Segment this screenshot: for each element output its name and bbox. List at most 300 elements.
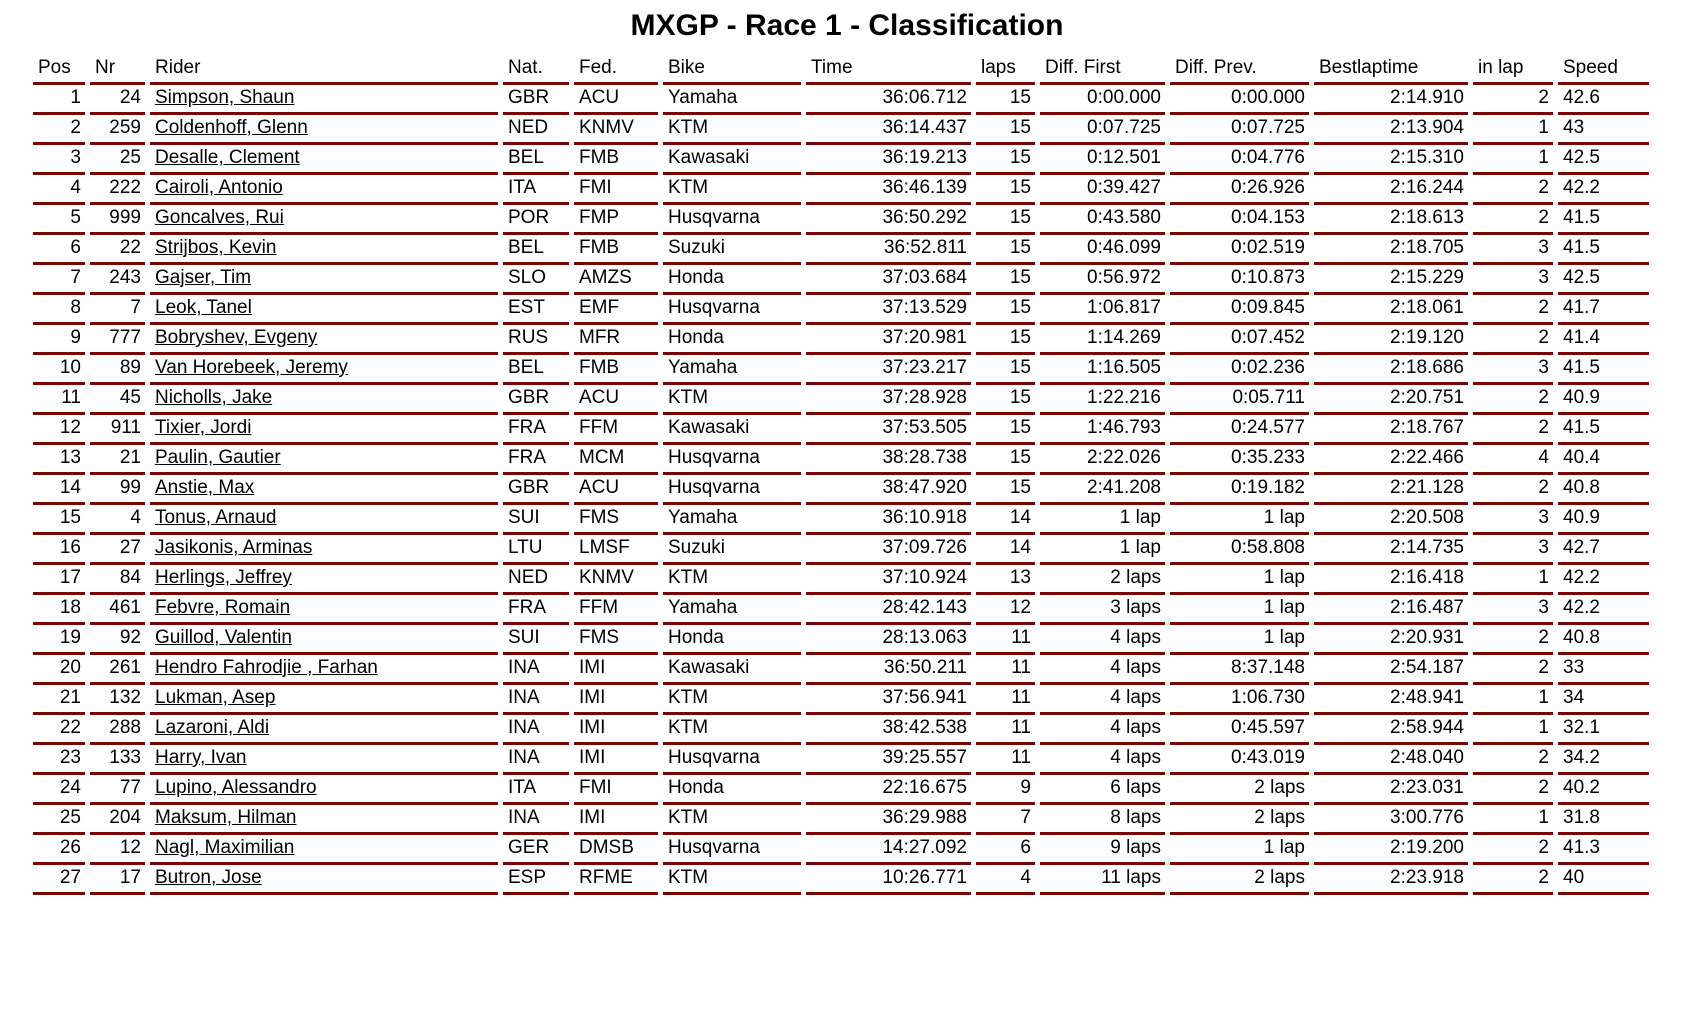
cell-time: 37:28.928 [806,385,971,415]
cell-bestlaptime: 2:21.128 [1314,475,1468,505]
cell-pos: 15 [33,505,85,535]
cell-nat: POR [503,205,569,235]
cell-pos: 2 [33,115,85,145]
table-row [33,325,1649,355]
cell-diff-first: 2 laps [1040,565,1165,595]
cell-bestlaptime: 2:18.767 [1314,415,1468,445]
cell-diff-first: 0:00.000 [1040,85,1165,115]
cell-bike: KTM [663,685,801,715]
cell-laps: 6 [976,835,1035,865]
rider-link[interactable]: Nagl, Maximilian [150,835,498,865]
cell-diff-first: 1 lap [1040,505,1165,535]
cell-time: 38:47.920 [806,475,971,505]
cell-speed: 40.9 [1558,385,1649,415]
cell-in-lap: 2 [1473,85,1553,115]
table-row [33,205,1649,235]
rider-link[interactable]: Jasikonis, Arminas [150,535,498,565]
cell-nat: GBR [503,385,569,415]
cell-speed: 41.5 [1558,355,1649,385]
rider-link[interactable]: Tixier, Jordi [150,415,498,445]
cell-speed: 33 [1558,655,1649,685]
cell-fed: ACU [574,85,658,115]
cell-bestlaptime: 2:14.910 [1314,85,1468,115]
cell-bestlaptime: 2:15.229 [1314,265,1468,295]
cell-in-lap: 2 [1473,475,1553,505]
cell-time: 36:50.211 [806,655,971,685]
col-header-nr: Nr [90,55,145,85]
table-row [33,415,1649,445]
cell-bestlaptime: 2:23.918 [1314,865,1468,895]
cell-fed: IMI [574,805,658,835]
cell-time: 37:13.529 [806,295,971,325]
cell-fed: ACU [574,475,658,505]
cell-bestlaptime: 2:20.508 [1314,505,1468,535]
cell-speed: 42.7 [1558,535,1649,565]
cell-in-lap: 1 [1473,565,1553,595]
cell-bike: KTM [663,385,801,415]
results-body [33,85,1649,895]
cell-diff-first: 1:16.505 [1040,355,1165,385]
cell-speed: 31.8 [1558,805,1649,835]
cell-nat: INA [503,745,569,775]
cell-bike: KTM [663,175,801,205]
cell-bike: Kawasaki [663,145,801,175]
cell-laps: 15 [976,385,1035,415]
table-row [33,745,1649,775]
cell-in-lap: 1 [1473,715,1553,745]
cell-fed: KNMV [574,115,658,145]
cell-nat: INA [503,805,569,835]
cell-diff-prev: 0:43.019 [1170,745,1309,775]
cell-time: 22:16.675 [806,775,971,805]
cell-nat: ESP [503,865,569,895]
cell-diff-first: 8 laps [1040,805,1165,835]
col-header-bike: Bike [663,55,801,85]
cell-bike: Husqvarna [663,475,801,505]
cell-pos: 5 [33,205,85,235]
table-row [33,145,1649,175]
cell-bestlaptime: 2:16.418 [1314,565,1468,595]
cell-bike: Honda [663,265,801,295]
rider-link[interactable]: Harry, Ivan [150,745,498,775]
cell-bestlaptime: 2:16.487 [1314,595,1468,625]
cell-fed: MCM [574,445,658,475]
cell-nr: 133 [90,745,145,775]
table-row [33,775,1649,805]
cell-pos: 9 [33,325,85,355]
rider-link[interactable]: Febvre, Romain [150,595,498,625]
table-row [33,595,1649,625]
cell-in-lap: 2 [1473,385,1553,415]
cell-laps: 15 [976,85,1035,115]
cell-time: 39:25.557 [806,745,971,775]
cell-bestlaptime: 2:16.244 [1314,175,1468,205]
cell-fed: FMS [574,505,658,535]
col-header-fed: Fed. [574,55,658,85]
cell-time: 37:09.726 [806,535,971,565]
cell-nr: 261 [90,655,145,685]
cell-laps: 11 [976,715,1035,745]
cell-diff-first: 0:43.580 [1040,205,1165,235]
cell-bike: Yamaha [663,85,801,115]
cell-fed: FMB [574,235,658,265]
cell-laps: 14 [976,505,1035,535]
cell-speed: 42.2 [1558,565,1649,595]
cell-bestlaptime: 2:19.200 [1314,835,1468,865]
cell-bestlaptime: 2:48.941 [1314,685,1468,715]
cell-diff-first: 1:14.269 [1040,325,1165,355]
cell-laps: 9 [976,775,1035,805]
cell-nr: 45 [90,385,145,415]
cell-pos: 7 [33,265,85,295]
table-row [33,835,1649,865]
cell-bestlaptime: 3:00.776 [1314,805,1468,835]
rider-link[interactable]: Leok, Tanel [150,295,498,325]
table-row [33,535,1649,565]
cell-laps: 15 [976,295,1035,325]
cell-time: 36:50.292 [806,205,971,235]
cell-diff-prev: 0:02.236 [1170,355,1309,385]
cell-laps: 11 [976,685,1035,715]
cell-bike: Suzuki [663,235,801,265]
cell-nr: 24 [90,85,145,115]
cell-time: 37:53.505 [806,415,971,445]
cell-diff-prev: 0:35.233 [1170,445,1309,475]
cell-fed: IMI [574,715,658,745]
rider-link[interactable]: Bobryshev, Evgeny [150,325,498,355]
cell-nr: 4 [90,505,145,535]
cell-bike: Honda [663,775,801,805]
cell-diff-first: 4 laps [1040,625,1165,655]
cell-laps: 15 [976,145,1035,175]
cell-fed: KNMV [574,565,658,595]
cell-time: 38:28.738 [806,445,971,475]
cell-diff-prev: 0:05.711 [1170,385,1309,415]
cell-nat: BEL [503,355,569,385]
cell-nr: 25 [90,145,145,175]
cell-fed: FMB [574,355,658,385]
cell-nat: INA [503,655,569,685]
cell-diff-prev: 0:07.452 [1170,325,1309,355]
cell-laps: 15 [976,355,1035,385]
cell-time: 37:23.217 [806,355,971,385]
cell-in-lap: 1 [1473,145,1553,175]
cell-time: 36:52.811 [806,235,971,265]
cell-diff-prev: 1 lap [1170,835,1309,865]
cell-diff-first: 4 laps [1040,655,1165,685]
cell-pos: 24 [33,775,85,805]
cell-speed: 32.1 [1558,715,1649,745]
cell-nr: 204 [90,805,145,835]
rider-link[interactable]: Strijbos, Kevin [150,235,498,265]
header-row [33,55,1649,85]
cell-speed: 42.5 [1558,145,1649,175]
table-row [33,655,1649,685]
cell-fed: FMS [574,625,658,655]
cell-bike: KTM [663,715,801,745]
cell-speed: 40 [1558,865,1649,895]
cell-pos: 22 [33,715,85,745]
table-row [33,715,1649,745]
cell-speed: 34 [1558,685,1649,715]
rider-link[interactable]: Simpson, Shaun [150,85,498,115]
cell-speed: 41.3 [1558,835,1649,865]
cell-pos: 10 [33,355,85,385]
cell-speed: 42.6 [1558,85,1649,115]
cell-fed: FMI [574,775,658,805]
rider-link[interactable]: Anstie, Max [150,475,498,505]
cell-diff-prev: 0:02.519 [1170,235,1309,265]
cell-in-lap: 1 [1473,115,1553,145]
cell-nat: RUS [503,325,569,355]
cell-diff-prev: 0:58.808 [1170,535,1309,565]
rider-link[interactable]: Desalle, Clement [150,145,498,175]
cell-nr: 243 [90,265,145,295]
cell-fed: AMZS [574,265,658,295]
cell-nr: 92 [90,625,145,655]
cell-nat: FRA [503,415,569,445]
cell-bike: Husqvarna [663,295,801,325]
rider-link[interactable]: Maksum, Hilman [150,805,498,835]
cell-laps: 15 [976,175,1035,205]
cell-nr: 461 [90,595,145,625]
cell-bestlaptime: 2:58.944 [1314,715,1468,745]
table-row [33,475,1649,505]
cell-diff-first: 3 laps [1040,595,1165,625]
cell-speed: 40.2 [1558,775,1649,805]
cell-bike: Honda [663,325,801,355]
cell-time: 10:26.771 [806,865,971,895]
cell-bike: Yamaha [663,505,801,535]
cell-fed: EMF [574,295,658,325]
rider-link[interactable]: Lukman, Asep [150,685,498,715]
cell-diff-prev: 0:09.845 [1170,295,1309,325]
cell-fed: DMSB [574,835,658,865]
cell-diff-prev: 0:24.577 [1170,415,1309,445]
cell-speed: 42.5 [1558,265,1649,295]
cell-diff-prev: 0:26.926 [1170,175,1309,205]
cell-pos: 27 [33,865,85,895]
cell-in-lap: 3 [1473,535,1553,565]
cell-bike: Husqvarna [663,745,801,775]
table-row [33,175,1649,205]
cell-nr: 21 [90,445,145,475]
page-title: MXGP - Race 1 - Classification [630,9,1064,42]
cell-in-lap: 3 [1473,265,1553,295]
cell-pos: 20 [33,655,85,685]
cell-nat: ITA [503,775,569,805]
cell-diff-first: 9 laps [1040,835,1165,865]
cell-diff-prev: 1 lap [1170,625,1309,655]
cell-time: 14:27.092 [806,835,971,865]
cell-laps: 7 [976,805,1035,835]
cell-diff-prev: 2 laps [1170,865,1309,895]
cell-in-lap: 2 [1473,655,1553,685]
col-header-in-lap: in lap [1473,55,1553,85]
cell-bike: Suzuki [663,535,801,565]
rider-link[interactable]: Butron, Jose [150,865,498,895]
cell-diff-prev: 8:37.148 [1170,655,1309,685]
cell-fed: ACU [574,385,658,415]
cell-laps: 15 [976,115,1035,145]
cell-nat: LTU [503,535,569,565]
cell-in-lap: 2 [1473,325,1553,355]
cell-nr: 259 [90,115,145,145]
cell-bike: Yamaha [663,355,801,385]
cell-speed: 41.5 [1558,415,1649,445]
cell-speed: 42.2 [1558,595,1649,625]
cell-pos: 25 [33,805,85,835]
cell-in-lap: 2 [1473,775,1553,805]
rider-link[interactable]: Cairoli, Antonio [150,175,498,205]
cell-in-lap: 2 [1473,205,1553,235]
cell-pos: 3 [33,145,85,175]
col-header-diff-prev: Diff. Prev. [1170,55,1309,85]
cell-laps: 15 [976,325,1035,355]
cell-speed: 40.4 [1558,445,1649,475]
cell-time: 37:56.941 [806,685,971,715]
cell-laps: 11 [976,655,1035,685]
cell-nat: INA [503,685,569,715]
cell-laps: 13 [976,565,1035,595]
cell-nr: 77 [90,775,145,805]
cell-fed: FMP [574,205,658,235]
cell-bestlaptime: 2:22.466 [1314,445,1468,475]
cell-fed: MFR [574,325,658,355]
cell-nr: 17 [90,865,145,895]
cell-time: 36:29.988 [806,805,971,835]
cell-bike: Kawasaki [663,655,801,685]
cell-diff-first: 0:46.099 [1040,235,1165,265]
cell-diff-first: 4 laps [1040,745,1165,775]
cell-bike: Yamaha [663,595,801,625]
cell-nr: 22 [90,235,145,265]
cell-in-lap: 3 [1473,505,1553,535]
col-header-time: Time [806,55,971,85]
rider-link[interactable]: Hendro Fahrodjie , Farhan [150,655,498,685]
rider-link[interactable]: Tonus, Arnaud [150,505,498,535]
cell-pos: 11 [33,385,85,415]
cell-diff-first: 2:41.208 [1040,475,1165,505]
cell-nr: 89 [90,355,145,385]
cell-nat: INA [503,715,569,745]
cell-speed: 43 [1558,115,1649,145]
cell-time: 36:10.918 [806,505,971,535]
cell-nat: NED [503,115,569,145]
rider-link[interactable]: Coldenhoff, Glenn [150,115,498,145]
cell-fed: IMI [574,745,658,775]
cell-laps: 11 [976,745,1035,775]
cell-pos: 26 [33,835,85,865]
cell-pos: 14 [33,475,85,505]
cell-nr: 7 [90,295,145,325]
cell-nat: ITA [503,175,569,205]
cell-diff-prev: 0:10.873 [1170,265,1309,295]
rider-link[interactable]: Lupino, Alessandro [150,775,498,805]
cell-speed: 42.2 [1558,175,1649,205]
cell-speed: 41.4 [1558,325,1649,355]
rider-link[interactable]: Goncalves, Rui [150,205,498,235]
cell-nat: GBR [503,475,569,505]
table-row [33,505,1649,535]
cell-diff-prev: 0:07.725 [1170,115,1309,145]
cell-fed: IMI [574,685,658,715]
cell-speed: 40.8 [1558,625,1649,655]
cell-pos: 6 [33,235,85,265]
cell-in-lap: 2 [1473,295,1553,325]
cell-fed: IMI [574,655,658,685]
cell-bestlaptime: 2:20.751 [1314,385,1468,415]
rider-link[interactable]: Van Horebeek, Jeremy [150,355,498,385]
table-row [33,445,1649,475]
cell-pos: 21 [33,685,85,715]
cell-speed: 40.8 [1558,475,1649,505]
cell-diff-prev: 0:00.000 [1170,85,1309,115]
cell-diff-first: 0:12.501 [1040,145,1165,175]
rider-link[interactable]: Lazaroni, Aldi [150,715,498,745]
cell-laps: 15 [976,475,1035,505]
classification-table [28,55,1654,895]
cell-in-lap: 2 [1473,415,1553,445]
cell-speed: 41.5 [1558,235,1649,265]
cell-pos: 1 [33,85,85,115]
cell-pos: 13 [33,445,85,475]
rider-link[interactable]: Nicholls, Jake [150,385,498,415]
cell-nr: 999 [90,205,145,235]
cell-in-lap: 2 [1473,835,1553,865]
cell-time: 37:03.684 [806,265,971,295]
cell-pos: 12 [33,415,85,445]
cell-diff-first: 6 laps [1040,775,1165,805]
cell-bestlaptime: 2:48.040 [1314,745,1468,775]
col-header-nat: Nat. [503,55,569,85]
table-row [33,805,1649,835]
cell-diff-prev: 0:04.153 [1170,205,1309,235]
cell-bike: KTM [663,115,801,145]
rider-link[interactable]: Paulin, Gautier [150,445,498,475]
cell-laps: 11 [976,625,1035,655]
cell-diff-prev: 2 laps [1170,805,1309,835]
rider-link[interactable]: Herlings, Jeffrey [150,565,498,595]
cell-laps: 15 [976,415,1035,445]
cell-diff-first: 4 laps [1040,685,1165,715]
cell-nat: SUI [503,505,569,535]
cell-time: 28:13.063 [806,625,971,655]
cell-nat: EST [503,295,569,325]
cell-nat: BEL [503,235,569,265]
cell-nr: 777 [90,325,145,355]
cell-laps: 4 [976,865,1035,895]
rider-link[interactable]: Guillod, Valentin [150,625,498,655]
cell-bestlaptime: 2:18.686 [1314,355,1468,385]
cell-diff-first: 1 lap [1040,535,1165,565]
cell-bestlaptime: 2:13.904 [1314,115,1468,145]
cell-bestlaptime: 2:18.061 [1314,295,1468,325]
cell-time: 28:42.143 [806,595,971,625]
cell-time: 36:46.139 [806,175,971,205]
rider-link[interactable]: Gajser, Tim [150,265,498,295]
table-row [33,865,1649,895]
cell-laps: 12 [976,595,1035,625]
cell-laps: 15 [976,235,1035,265]
cell-time: 38:42.538 [806,715,971,745]
cell-pos: 23 [33,745,85,775]
cell-nr: 132 [90,685,145,715]
cell-bestlaptime: 2:15.310 [1314,145,1468,175]
cell-pos: 18 [33,595,85,625]
cell-laps: 15 [976,265,1035,295]
cell-nr: 84 [90,565,145,595]
